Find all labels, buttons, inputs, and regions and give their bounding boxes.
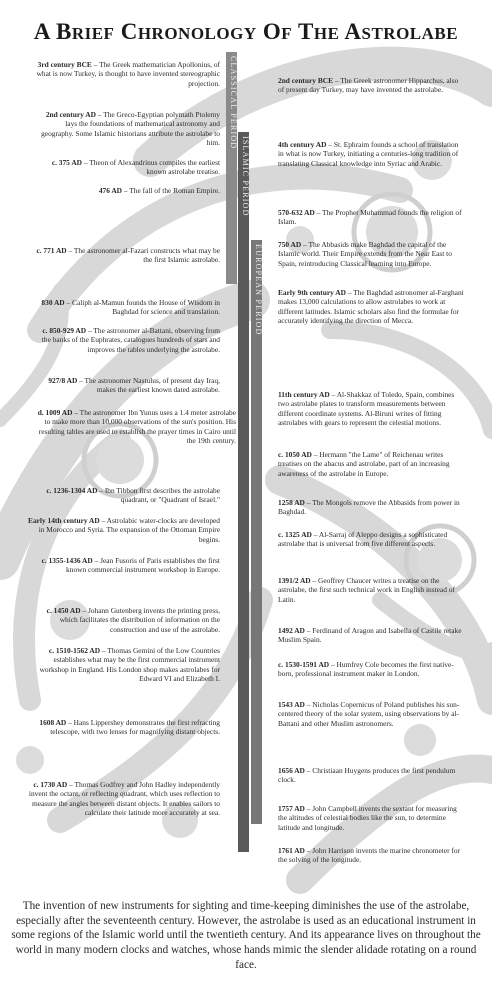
entry-date: c. 1355-1436 AD [41, 556, 93, 565]
entry-date: 2nd century AD [45, 110, 96, 119]
entry-date: 570-632 AD [278, 208, 315, 217]
entry-date: 1608 AD [39, 718, 67, 727]
entry-date: 476 AD [98, 186, 123, 195]
timeline-entry-left [36, 646, 220, 683]
timeline-entry-left [36, 326, 220, 354]
entry-date: 1757 AD [278, 804, 305, 813]
entry-date: c. 1236-1304 AD [46, 486, 98, 495]
entry-date: c. 1510-1562 AD [48, 646, 101, 655]
timeline-entry-left [36, 246, 220, 265]
timeline-entry-left [36, 376, 220, 395]
timeline-entry-left [36, 298, 220, 317]
entry-date: c. 771 AD [36, 246, 67, 255]
entry-date: 1391/2 AD [278, 576, 311, 585]
entry-text: – Christiaan Huygens produces the first pendulum clock. [278, 766, 456, 785]
entry-date: Early 14th century AD [28, 516, 100, 525]
period-label-classical: CLASSICAL PERIOD [229, 56, 238, 150]
timeline-entry-left [26, 516, 220, 544]
entry-text: – Theon of Alexandrinus compiles the earliest known astrolabe treatise. [82, 158, 220, 177]
entry-date: c. 1050 AD [278, 450, 312, 459]
timeline-entry-right [278, 576, 466, 604]
timeline-entry-right [278, 288, 466, 325]
closing-paragraph: The invention of new instruments for sighting and time-keeping diminishes the use of the astrolabe, especially after the seventeenth century. However, the astrolabe is used as an educational instrument in some regions of the Islamic world until the twentieth century. And its appearance lives on throughout the world in many modern clocks and watches, whose hands mimic the slender alidade rotating on a round face. [11, 900, 481, 971]
timeline-entry-right [278, 846, 466, 865]
entry-date: 2nd century BCE [278, 76, 334, 85]
entry-date: 830 AD [41, 298, 65, 307]
timeline-entry-left [36, 408, 236, 445]
entry-date: 1492 AD [278, 626, 305, 635]
timeline-entry-right [278, 140, 466, 168]
entry-text: – St. Ephraim founds a school of translation in what is now Turkey, initiating a centuries-long tradition of translating Classical knowledge into Syriac and Arabic. [278, 140, 459, 168]
entry-text: – Hermann "the Lame" of Reichenau writes treatises on the abacus and astrolabe, part of an increasing awareness of the astrolabe in Europe. [278, 450, 450, 478]
entry-text: – The Prophet Muhammad founds the religion of Islam. [278, 208, 462, 227]
entry-date: 4th century AD [278, 140, 327, 149]
timeline-entry-left [36, 158, 220, 177]
timeline-entry-right [278, 660, 466, 679]
entry-text: – Ferdinand of Aragon and Isabella of Castile retake Muslim Spain. [278, 626, 462, 645]
timeline-entry-left [36, 186, 220, 195]
entry-text: – The Abbasids make Baghdad the capital of the Islamic world. Their Empire extends from the Near East to Spain, reintroducing Classical learning into Europe. [278, 240, 452, 268]
entry-text: – John Harrison invents the marine chronometer for the solving of the longitude. [278, 846, 461, 865]
entry-date: 927/8 AD [48, 376, 78, 385]
entry-text: – The fall of the Roman Empire. [122, 186, 220, 195]
entry-date: c. 1530-1591 AD [278, 660, 330, 669]
entry-text: – Astrolabic water-clocks are developed in Morocco and Syria. The expansion of the Ottoman Empire begins. [38, 516, 220, 544]
timeline-entry-left [26, 780, 220, 817]
entry-date: 1258 AD [278, 498, 305, 507]
entry-text: – Geoffrey Chaucer writes a treatise on the astrolabe, the first such technical work in English instead of Latin. [278, 576, 455, 604]
entry-date: 1761 AD [278, 846, 305, 855]
timeline-entry-left [36, 556, 220, 575]
entry-text: – Al-Shakkaz of Toledo, Spain, combines two astrolabe plates to transform measurements between different coordinate systems. Al-Biruni writes of fitting astrolabes with gears to represent the celestial motions. [278, 390, 455, 427]
timeline-entry-right [278, 240, 466, 268]
timeline-entry-left [36, 110, 220, 147]
timeline-entry-right [278, 208, 466, 227]
entry-text: – Al-Sarraj of Aleppo designs a sophisticated astrolabe that is universal from five different aspects. [278, 530, 448, 549]
timeline-entry-right [278, 804, 466, 832]
entry-text: – Hans Lippershey demonstrates the first refracting telescope, with two lenses for magnifying distant objects. [50, 718, 220, 737]
entry-text: – Thomas Godfrey and John Hadley independently invent the octant, or reflecting quadrant, which uses reflection to measure the angles between distant objects. It enables sailors to calculate their latitude more accurately at sea. [28, 780, 220, 817]
timeline-entry-right [278, 390, 466, 427]
timeline-entry-right [278, 700, 466, 728]
timeline-entry-right [278, 498, 466, 517]
timeline-entry-left [36, 718, 220, 737]
entry-date: 1543 AD [278, 700, 305, 709]
entry-date: 750 AD [278, 240, 302, 249]
entry-text: – Humfrey Cole becomes the first native-born, professional instrument maker in London. [278, 660, 454, 679]
period-label-european: EUROPEAN PERIOD [254, 244, 263, 336]
entry-text: – The Greco-Egyptian polymath Ptolemy lays the foundations of mathematical astronomy and geography. Some Islamic historians attribute the astrolabe to him. [41, 110, 220, 147]
entry-text: – The astronomer Ibn Yunus uses a 1.4 meter astrolabe to make more than 10,000 observations of the sun's position. His resulting tables are used to establish the prayer times in Cairo until the 19th century. [38, 408, 236, 445]
entry-text: – Thomas Gemini of the Low Countries establishes what may be the first commercial instrument workshop in England. His London shop makes astrolabes for Edward VI and Elizabeth I. [39, 646, 220, 683]
entry-text: – The Greek mathematician Apollonius, of what is now Turkey, is thought to have invented stereographic projection. [36, 60, 220, 88]
entry-date: c. 375 AD [51, 158, 82, 167]
european-period-bar [251, 240, 262, 824]
entry-text: – Johann Gutenberg invents the printing press, which facilitates the distribution of information on the construction and use of the astrolabe. [59, 606, 220, 634]
timeline-entry-left [36, 486, 220, 505]
period-label-islamic: ISLAMIC PERIOD [241, 136, 250, 217]
entry-text: – Nicholas Copernicus of Poland publishes his sun-centered theory of the solar system, using observations by al-Battani and other Muslim astronomers. [278, 700, 460, 728]
entry-text: – The Baghdad astronomer al-Farghani makes 13,000 calculations to allow astrolabes to work at different latitudes. Islamic scholars also find the formulae for accurately identifying the direction of Mecca. [278, 288, 464, 325]
timeline-entry-right [278, 76, 466, 95]
entry-text: – Caliph al-Mamun founds the House of Wisdom in Baghdad for science and translation. [64, 298, 220, 317]
entry-date: 3rd century BCE [37, 60, 92, 69]
entry-text: – The astronomer al-Battani, observing from the banks of the Euphrates, catalogues hundreds of stars and improves the tables underlying the astrolabe. [41, 326, 220, 354]
entry-date: d. 1009 AD [37, 408, 73, 417]
entry-date: 11th century AD [278, 390, 330, 399]
timeline-entry-right [278, 626, 466, 645]
entry-date: c. 1730 AD [33, 780, 68, 789]
entry-text: – The Greek astronomer Hipparchus, also of present day Turkey, may have invented the astrolabe. [278, 76, 459, 95]
timeline-entry-left [36, 606, 220, 634]
islamic-period-bar [238, 132, 249, 852]
classical-period-bar [226, 52, 237, 284]
entry-text: – John Campbell invents the sextant for measuring the altitudes of celestial bodies like the sun, to determine latitude and longitude. [278, 804, 457, 832]
entry-text: – The astronomer al-Fazari constructs what may be the first Islamic astrolabe. [66, 246, 220, 265]
entry-text: – Ibn Tibbon first describes the astrolabe quadrant, or "Quadrant of Israel." [97, 486, 220, 505]
entry-date: c. 1450 AD [46, 606, 81, 615]
entry-text: – Jean Fusoris of Paris establishes the first known commercial instrument workshop in Europe. [66, 556, 220, 575]
page-title: A BRIEF CHRONOLOGY OF THE ASTROLABE [33, 19, 459, 45]
timeline-entry-right [278, 530, 466, 549]
timeline-entry-right [278, 766, 466, 785]
timeline-entry-right [278, 450, 466, 478]
entry-text: – The astronomer Nastulus, of present day Iraq, makes the earliest known dated astrolabe. [77, 376, 220, 395]
entry-date: c. 850-929 AD [42, 326, 87, 335]
entry-date: c. 1325 AD [278, 530, 312, 539]
entry-date: Early 9th century AD [278, 288, 346, 297]
entry-date: 1656 AD [278, 766, 305, 775]
timeline-entry-left [36, 60, 220, 88]
entry-text: – The Mongols remove the Abbasids from power in Baghdad. [278, 498, 460, 517]
